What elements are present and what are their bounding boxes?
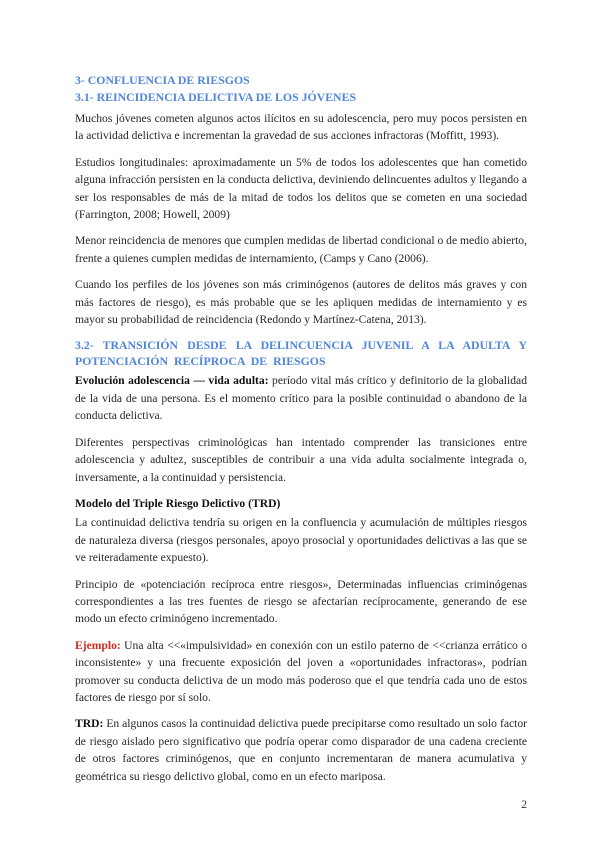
page-number: 2 (521, 799, 527, 811)
paragraph-10-text: En algunos casos la continuidad delictiva puede precipitarse como resultado un solo factor de riesgo aislado pero significativo que podría operar como disparador de una cadena creciente de otros factores criminógenos, que en conjunto incrementaran de manera acumulativa y geométrica su riesgo delictivo global, como en un efecto mariposa. (75, 717, 527, 783)
paragraph-2: Estudios longitudinales: aproximadamente un 5% de todos los adolescentes que han cometido alguna infracción persisten en la conducta delictiva, deviniendo delincuentes adultos y llegando a ser los responsables de más de la mitad de todos los delitos que se cometen en una sociedad (Farrington, 2008; Howell, 2009) (75, 155, 527, 222)
paragraph-9-text: Una alta <<«impulsividad» en conexión con un estilo paterno de <<crianza errático o inconsistente» y una frecuente exposición del joven a «oportunidades infractoras», podrían promover su conducta delictiva de un modo más poderoso que el que tendría cada uno de estos factores de riesgo por sí solo. (75, 638, 527, 704)
trd-label: TRD: (75, 717, 104, 731)
paragraph-9 (75, 637, 527, 707)
paragraph-5-bold-lead: Evolución adolescencia — vida adulta: (75, 374, 269, 388)
paragraph-6: Diferentes perspectivas criminológicas han intentado comprender las transiciones entre adolescencia y adultez, susceptibles de contribuir a una vida adulta socialmente integrada o, inversamente, a la continuidad y persistencia. (75, 435, 527, 484)
paragraph-3: Menor reincidencia de menores que cumplen medidas de libertad condicional o de medio abierto, frente a quienes cumplen medidas de internamiento, (Camps y Cano (2006). (75, 234, 527, 265)
paragraph-1: Muchos jóvenes cometen algunos actos ilícitos en su adolescencia, pero muy pocos persisten en la actividad delictiva e incrementan la gravedad de sus acciones infractoras (Moffitt, 1993). (75, 112, 527, 143)
paragraph-8: Principio de «potenciación recíproca entre riesgos», Determinadas influencias criminógenas correspondientes a las tres fuentes de riesgo se afectarían recíprocamente, generando de ese modo un efecto criminógeno incrementado. (75, 577, 527, 626)
paragraph-4: Cuando los perfiles de los jóvenes son más criminógenos (autores de delitos más graves y con más factores de riesgo), es más probable que se les apliquen medidas de internamiento y es mayor su probabilidad de reincidencia (Redondo y Martínez-Catena, 2013). (75, 278, 527, 327)
trd-heading: Modelo del Triple Riesgo Delictivo (TRD) (75, 496, 281, 510)
paragraph-7: La continuidad delictiva tendría su origen en la confluencia y acumulación de múltiples riesgos de naturaleza diversa (riesgos personales, apoyo prosocial y oportunidades delictivas a las que se ve reiteradamente expuesto). (75, 516, 527, 565)
paragraph-5 (75, 372, 527, 424)
paragraph-5-text: período vital más crítico y definitorio de la globalidad de la vida de una persona. Es el momento crítico para la posible continuidad o abandono de la conducta delictiva. (75, 374, 527, 423)
page-content (75, 72, 527, 794)
paragraph-10 (75, 715, 527, 785)
section-title: 3- CONFLUENCIA DE RIESGOS (75, 73, 250, 87)
subsection-title-3-2: 3.2- TRANSICIÓN DESDE LA DELINCUENCIA JUVENIL A LA ADULTA Y POTENCIACIÓN RECÍPROCA DE RIESGOS (75, 338, 527, 369)
example-label: Ejemplo: (75, 638, 121, 652)
subsection-title-3-1: 3.1- REINCIDENCIA DELICTIVA DE LOS JÓVENES (75, 90, 357, 104)
